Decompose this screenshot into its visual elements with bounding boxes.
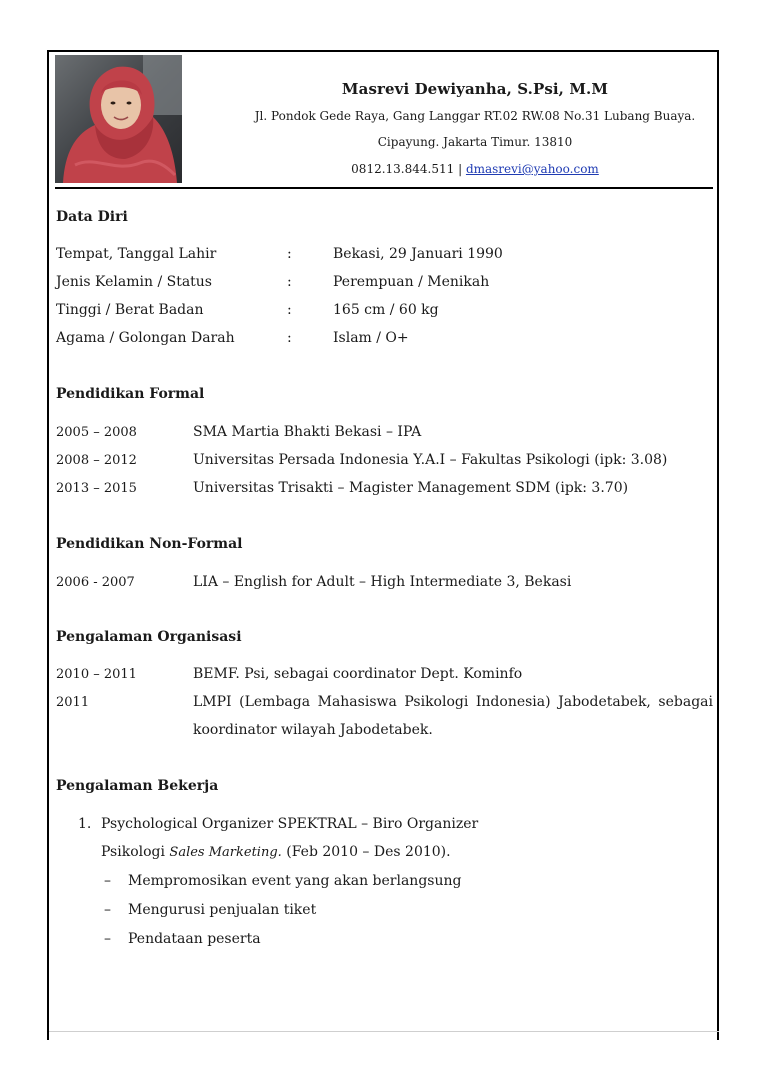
field-colon: : [287,302,292,318]
job-subtitle [101,844,451,860]
job-number: 1. [78,816,92,832]
page-bottom-edge [49,1031,719,1032]
section-heading-pengalaman-bekerja: Pengalaman Bekerja [56,778,219,794]
field-value: Islam / O+ [333,330,409,346]
address-line-1: Jl. Pondok Gede Raya, Gang Langgar RT.02 RW.08 No.31 Lubang Buaya. [254,109,696,123]
contact-separator: | [458,162,463,176]
job-task: Mempromosikan event yang akan berlangsung [128,873,462,889]
course-years: 2006 - 2007 [56,575,135,590]
section-heading-pengalaman-organisasi: Pengalaman Organisasi [56,629,242,645]
job-task: Pendataan peserta [128,931,261,947]
job-period: (Feb 2010 – Des 2010). [286,844,451,860]
field-value: 165 cm / 60 kg [333,302,439,318]
course-desc: LIA – English for Adult – High Intermediate 3, Bekasi [193,574,572,590]
person-name: Masrevi Dewiyanha, S.Psi, M.M [341,80,609,98]
section-heading-data-diri: Data Diri [56,209,128,225]
profile-photo [55,55,182,183]
email-link[interactable]: dmasrevi@yahoo.com [465,162,599,176]
bullet-dash: – [104,931,111,947]
bullet-dash: – [104,873,111,889]
section-heading-pendidikan-non-formal: Pendidikan Non-Formal [56,536,243,552]
job-task: Mengurusi penjualan tiket [128,902,317,918]
contact-line [235,162,715,176]
education-years: 2013 – 2015 [56,481,137,496]
section-heading-pendidikan-formal: Pendidikan Formal [56,386,205,402]
education-desc: Universitas Persada Indonesia Y.A.I – Fakultas Psikologi (ipk: 3.08) [193,452,668,468]
address-line-2: Cipayung. Jakarta Timur. 13810 [377,135,573,149]
field-label: Jenis Kelamin / Status [56,274,212,290]
job-title: Psychological Organizer SPEKTRAL – Biro Organizer [101,816,479,832]
organization-years: 2010 – 2011 [56,667,137,682]
organization-desc: LMPI (Lembaga Mahasiswa Psikologi Indonesia) Jabodetabek, sebagai [193,694,713,710]
bullet-dash: – [104,902,111,918]
job-subtitle-prefix: Psikologi [101,844,165,860]
field-label: Tempat, Tanggal Lahir [56,246,217,262]
field-value: Perempuan / Menikah [333,274,490,290]
organization-years: 2011 [56,695,90,710]
organization-desc: BEMF. Psi, sebagai coordinator Dept. Kominfo [193,666,523,682]
header-divider [55,187,713,189]
job-subtitle-italic: Sales Marketing. [169,845,282,860]
field-value: Bekasi, 29 Januari 1990 [333,246,503,262]
education-desc: Universitas Trisakti – Magister Management SDM (ipk: 3.70) [193,480,629,496]
field-label: Tinggi / Berat Badan [56,302,204,318]
education-desc: SMA Martia Bhakti Bekasi – IPA [193,424,422,440]
phone-number: 0812.13.844.511 [351,162,455,176]
education-years: 2005 – 2008 [56,425,137,440]
education-years: 2008 – 2012 [56,453,137,468]
field-colon: : [287,246,292,262]
organization-desc-continued: koordinator wilayah Jabodetabek. [193,722,433,738]
field-colon: : [287,274,292,290]
field-colon: : [287,330,292,346]
field-label: Agama / Golongan Darah [56,330,235,346]
